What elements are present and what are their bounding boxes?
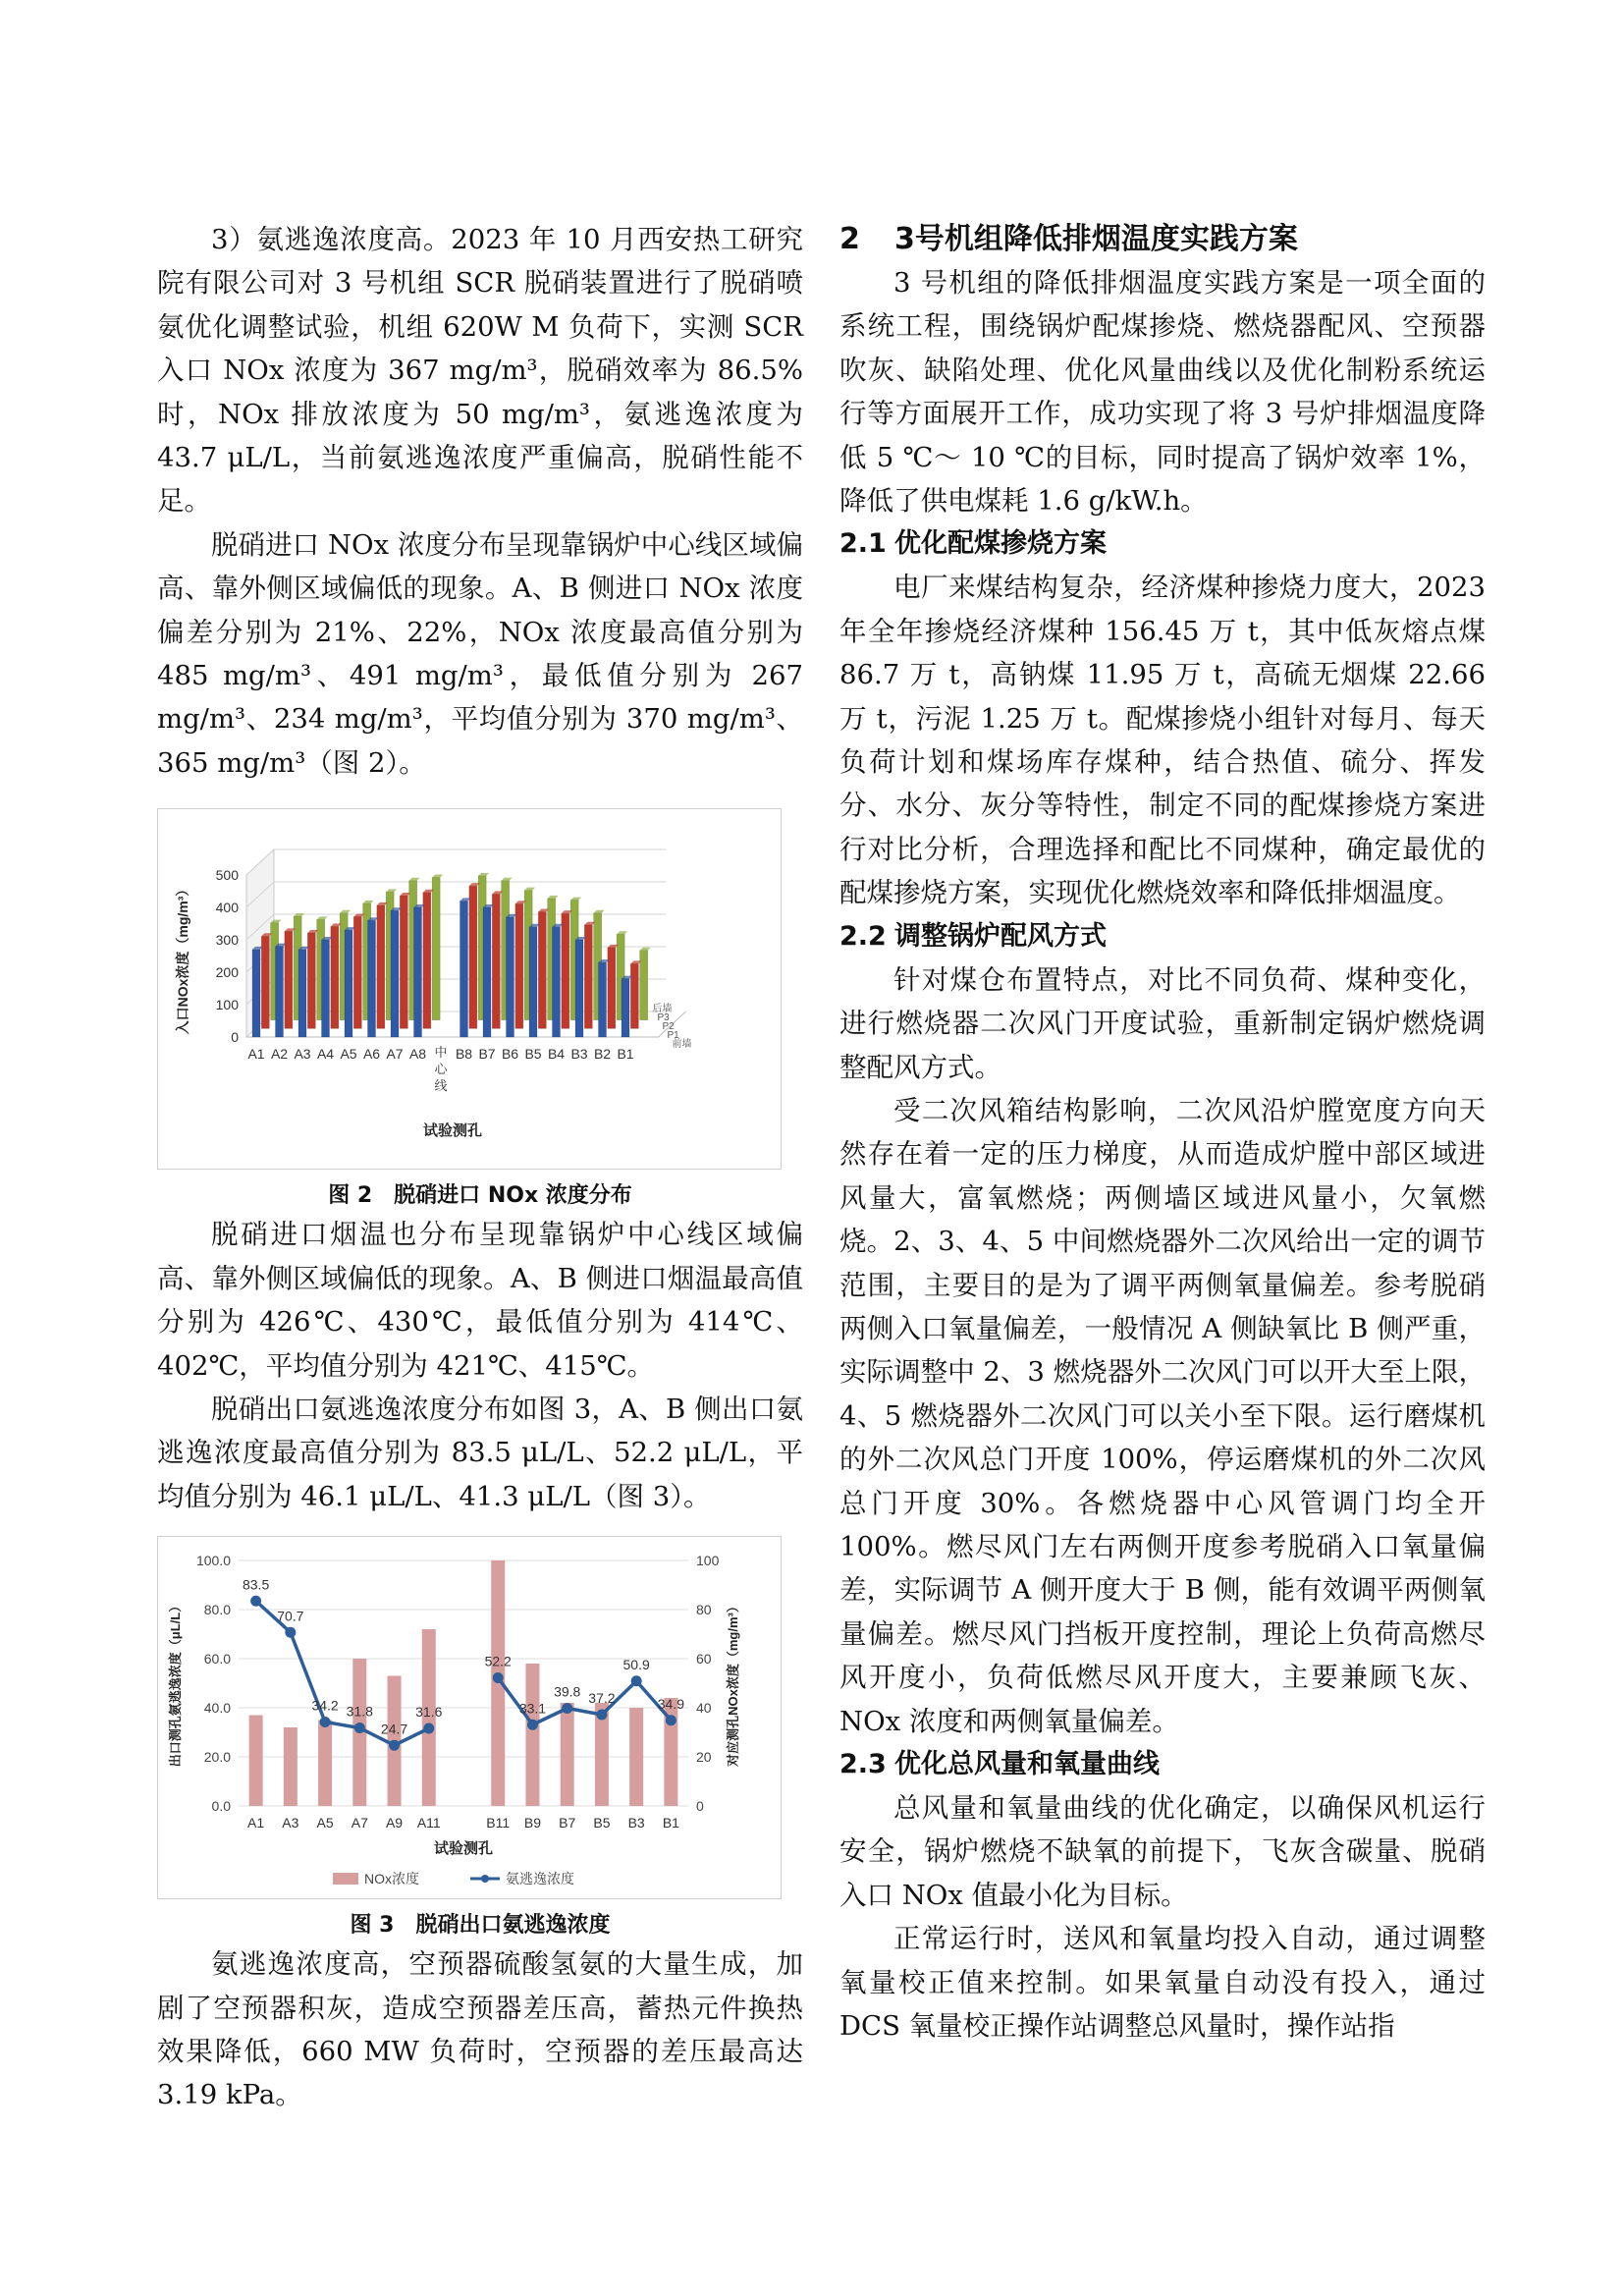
x-axis-title: 试验测孔 <box>422 1122 483 1140</box>
y-tick-label: 200 <box>215 964 239 981</box>
line-point <box>389 1740 400 1751</box>
y-tick-label-left: 60.0 <box>203 1651 231 1667</box>
x-tick-label: A8 <box>408 1046 427 1063</box>
bar <box>353 917 361 1029</box>
x-tick-label: A3 <box>294 1046 311 1063</box>
bar-top <box>617 931 627 934</box>
y-tick-label-right: 0 <box>696 1798 704 1815</box>
x-tick-label: B1 <box>617 1046 634 1063</box>
bar-top <box>340 910 351 913</box>
y-tick-label: 100 <box>215 997 239 1013</box>
line-point <box>666 1715 676 1725</box>
x-tick-label: B3 <box>627 1815 645 1831</box>
legend-swatch <box>333 1873 358 1885</box>
bar <box>492 895 500 1029</box>
data-label: 50.9 <box>622 1656 650 1672</box>
line-point <box>320 1717 331 1727</box>
bar <box>507 917 514 1037</box>
x-tick-label: A5 <box>340 1046 357 1063</box>
figure-caption: 图 2 脱硝进口 NOx 浓度分布 <box>328 1183 632 1209</box>
bar-top <box>478 873 489 876</box>
data-label: 34.9 <box>657 1695 685 1712</box>
bar <box>575 940 583 1037</box>
paragraph: 脱硝出口氨逃逸浓度分布如图 3，A、B 侧出口氨逃逸浓度最高值分别为 83.5 μL/L、52.2 μL/L，平均值分别为 46.1 μL/L、41.3 μL/L（图 3）。 <box>157 1393 803 1512</box>
line-point <box>285 1627 296 1638</box>
bar <box>249 1716 263 1807</box>
bar <box>307 933 315 1028</box>
bar-top <box>548 896 559 899</box>
x-tick-label: B4 <box>547 1046 566 1063</box>
line-point <box>493 1672 504 1683</box>
x-tick-label: B6 <box>501 1046 519 1063</box>
bar <box>368 920 376 1037</box>
x-tick-label: A1 <box>247 1815 265 1831</box>
bar <box>284 1727 298 1806</box>
bar <box>553 927 561 1037</box>
y-axis-title-left: 出口测孔氨逃逸浓度（μL/L） <box>168 1599 183 1768</box>
data-label: 37.2 <box>588 1690 616 1707</box>
bar <box>562 913 569 1028</box>
subsection-heading: 2.1 优化配煤掺烧方案 <box>839 528 1107 560</box>
bar <box>538 912 546 1029</box>
bar <box>622 979 629 1037</box>
nox-3d-bar-chart <box>158 809 781 1169</box>
bar-top <box>640 948 651 951</box>
bar <box>377 905 385 1028</box>
bar-top <box>386 890 397 893</box>
paragraph: 总风量和氧量曲线的优化确定，以确保风机运行安全，锅炉燃烧不缺氧的前提下，飞灰含碳量、脱硝入口 NOx 值最小化为目标。 <box>839 1792 1486 1911</box>
line-point <box>354 1722 365 1733</box>
y-tick-label-left: 80.0 <box>203 1602 231 1618</box>
bar <box>599 962 607 1037</box>
bar-top <box>409 878 420 881</box>
bar-top <box>432 875 443 878</box>
y-tick-label-left: 40.0 <box>203 1700 231 1717</box>
bar <box>261 937 269 1029</box>
x-tick-label: B7 <box>559 1815 576 1831</box>
x-tick-label: A6 <box>362 1046 381 1063</box>
y-tick-label-left: 0.0 <box>211 1798 231 1815</box>
gridline <box>246 882 667 907</box>
y-tick-label-left: 20.0 <box>203 1749 231 1766</box>
bar <box>469 886 477 1028</box>
x-tick-label: A11 <box>416 1815 441 1831</box>
bar <box>252 950 260 1037</box>
bar <box>318 1721 332 1807</box>
bar <box>276 947 284 1037</box>
bar <box>423 893 431 1029</box>
bar <box>322 940 330 1037</box>
x-tick-label: B11 <box>486 1815 511 1831</box>
paragraph: 针对煤仓布置特点，对比不同负荷、煤种变化，进行燃烧器二次风门开度试验，重新制定锅炉燃烧调整配风方式。 <box>839 963 1486 1083</box>
data-label: 24.7 <box>380 1721 408 1737</box>
x-tick-label: A5 <box>316 1815 334 1831</box>
y-tick-label-right: 80 <box>696 1602 712 1618</box>
bar <box>630 964 638 1029</box>
bar <box>391 911 399 1038</box>
bar <box>414 907 422 1037</box>
line-point <box>562 1703 572 1714</box>
y-tick-label-left: 100.0 <box>195 1553 231 1569</box>
bar-top <box>317 917 328 920</box>
x-tick-label: B9 <box>523 1815 542 1831</box>
y-tick-label-right: 40 <box>696 1700 712 1717</box>
line-point <box>250 1596 261 1607</box>
paragraph: 受二次风箱结构影响，二次风沿炉膛宽度方向天然存在着一定的压力梯度，从而造成炉膛中部区域进风量大，富氧燃烧；两侧墙区域进风量小，欠氧燃烧。2、3、4、5 中间燃烧器外二次风给出一定的调节范围，主要目的是为了调平两侧氧量偏差。参考脱硝两侧入口氧量偏差，一般情况 A 侧缺氧比 B 侧严重，实际调整中 2、3 燃烧器外二次风门可以开大至上限，4、5 燃烧器外二次风门可以关小至下限。运行磨煤机的外二次风总门开度 100%，停运磨煤机的外二次风总门开度 30%。各燃烧器中心风管调门均全开 100%。燃尽风门左右两侧开度参考脱硝入口氧量偏差，实际调节 A 侧开度大于 B 侧，能有效调平两侧氧量偏差。燃尽风门挡板开度控制，理论上负荷高燃尽风开度小，负荷低燃尽风开度大，主要兼顾飞灰、NOx 浓度和两侧氧量偏差。 <box>839 1094 1486 1737</box>
x-tick-label: B5 <box>593 1815 611 1831</box>
bar <box>298 950 306 1037</box>
paragraph: 3 号机组的降低排烟温度实践方案是一项全面的系统工程，围绕锅炉配煤掺烧、燃烧器配风、空预器吹灰、缺陷处理、优化风量曲线以及优化制粉系统运行等方面展开工作，成功实现了将 3 号炉排烟温度降低 5 ℃～ 10 ℃的目标，同时提高了锅炉效率 1%，降低了供电煤耗 1.6 g/kW.h。 <box>839 267 1486 518</box>
bar <box>345 930 352 1037</box>
section-heading: 2 3号机组降低排烟温度实践方案 <box>839 222 1298 256</box>
paragraph: 脱硝进口 NOx 浓度分布呈现靠锅炉中心线区域偏高、靠外侧区域偏低的现象。A、B 侧进口 NOx 浓度偏差分别为 21%、22%，NOx 浓度最高值分别为 485 mg/m³、491 mg/m³，最低值分别为 267 mg/m³、234 mg/m³，平均值分别为 370 mg/m³、365 mg/m³（图 2）。 <box>157 528 803 779</box>
line-point <box>527 1720 538 1730</box>
series-label: 前墙 <box>672 1039 692 1051</box>
x-tick-label: A2 <box>270 1046 289 1063</box>
x-tick-label: A9 <box>385 1815 404 1831</box>
bar <box>285 932 293 1029</box>
x-tick-label: B3 <box>570 1046 588 1063</box>
gridline <box>246 849 667 875</box>
data-label: 31.6 <box>415 1704 443 1721</box>
y-tick-label: 400 <box>215 900 239 916</box>
y-tick-label: 0 <box>231 1029 239 1046</box>
x-tick-label: B5 <box>524 1046 542 1063</box>
figure-3 <box>157 1536 782 1899</box>
data-label: 33.1 <box>518 1700 547 1717</box>
paragraph: 氨逃逸浓度高，空预器硫酸氢氨的大量生成，加剧了空预器积灰，造成空预器差压高，蓄热元件换热效果降低，660 MW 负荷时，空预器的差压最高达 3.19 kPa。 <box>157 1948 803 2111</box>
figure-2 <box>157 808 782 1170</box>
bar-top <box>594 910 605 913</box>
bar <box>432 878 440 1020</box>
paragraph: 3）氨逃逸浓度高。2023 年 10 月西安热工研究院有限公司对 3 号机组 SCR 脱硝装置进行了脱硝喷氨优化调整试验，机组 620W M 负荷下，实测 SCR 入口 NOx 浓度为 367 mg/m³，脱硝效率为 86.5%时，NOx 排放浓度为 50 mg/m³，氨逃逸浓度为 43.7 μL/L，当前氨逃逸浓度严重偏高，脱硝性能不足。 <box>157 224 803 518</box>
paragraph: 电厂来煤结构复杂，经济煤种掺烧力度大，2023 年全年掺烧经济煤种 156.45 万 t，其中低灰熔点煤 86.7 万 t，高钠煤 11.95 万 t，高硫无烟煤 22.66 万 t，污泥 1.25 万 t。配煤掺烧小组针对每月、每天负荷计划和煤场库存煤种，结合热值、硫分、挥发分、水分、灰分等特性，制定不同的配煤掺烧方案进行对比分析，合理选择和配比不同煤种，确定最优的配煤掺烧方案，实现优化燃烧效率和降低排烟温度。 <box>839 572 1486 909</box>
legend-label: 氨逃逸浓度 <box>506 1871 574 1887</box>
y-axis-title: 入口NOx浓度（mg/m³） <box>175 882 190 1035</box>
ammonia-slip-chart <box>158 1537 781 1898</box>
y-axis-title-right: 对应测孔NOx浓度（mg/m³） <box>726 1600 740 1767</box>
bar <box>584 925 592 1029</box>
x-tick-label: B8 <box>455 1046 473 1063</box>
series-label: P2 <box>662 1021 675 1033</box>
line-point <box>596 1710 607 1721</box>
bar <box>460 902 468 1038</box>
y-tick-label: 500 <box>215 867 239 884</box>
legend-label: NOx浓度 <box>364 1871 419 1887</box>
bar <box>331 927 339 1029</box>
paragraph: 脱硝进口烟温也分布呈现靠锅炉中心线区域偏高、靠外侧区域偏低的现象。A、B 侧进口烟温最高值分别为 426℃、430℃，最低值分别为 414℃、402℃，平均值分别为 421℃、415℃。 <box>157 1219 803 1382</box>
bar <box>629 1708 643 1806</box>
left-column <box>157 218 803 2117</box>
x-tick-label: A4 <box>316 1046 335 1063</box>
data-label: 34.2 <box>311 1697 339 1714</box>
data-label: 52.2 <box>484 1653 512 1669</box>
y-tick-label: 300 <box>215 932 239 949</box>
data-label: 70.7 <box>277 1608 304 1624</box>
y-tick-label-right: 100 <box>696 1553 720 1569</box>
data-label: 83.5 <box>242 1576 270 1593</box>
bar-top <box>363 901 374 903</box>
x-tick-label: 线 <box>434 1078 448 1094</box>
bar-top <box>570 898 581 901</box>
paragraph: 正常运行时，送风和氧量均投入自动，通过调整氧量校正值来控制。如果氧量自动没有投入，通过 DCS 氧量校正操作站调整总风量时，操作站指 <box>839 1923 1486 2043</box>
x-tick-label: A7 <box>351 1815 368 1831</box>
data-label: 31.8 <box>346 1703 373 1720</box>
line-point <box>423 1723 434 1734</box>
subsection-heading: 2.2 调整锅炉配风方式 <box>839 920 1107 952</box>
x-axis-title: 试验测孔 <box>433 1840 494 1858</box>
subsection-heading: 2.3 优化总风量和氧量曲线 <box>839 1749 1160 1779</box>
line-point <box>631 1675 642 1686</box>
bar-top <box>524 888 535 891</box>
bar <box>561 1703 574 1806</box>
series-label: 后墙 <box>652 1004 673 1015</box>
x-tick-label: B2 <box>593 1046 612 1063</box>
bar <box>483 907 491 1037</box>
x-tick-label: 心 <box>434 1062 448 1077</box>
series-label: P1 <box>667 1030 679 1042</box>
series-label: P3 <box>657 1012 670 1024</box>
legend-marker <box>481 1875 489 1883</box>
x-tick-label: B1 <box>662 1815 679 1831</box>
x-tick-label: 中 <box>434 1045 448 1061</box>
figure-caption: 图 3 脱硝出口氨逃逸浓度 <box>350 1913 611 1939</box>
y-tick-label-right: 60 <box>696 1651 712 1667</box>
bar <box>529 927 537 1037</box>
bar <box>400 896 407 1028</box>
data-label: 39.8 <box>554 1683 581 1700</box>
bar <box>515 904 523 1029</box>
bar-top <box>502 878 513 881</box>
bar <box>525 1664 539 1806</box>
x-tick-label: B7 <box>478 1046 496 1063</box>
x-tick-label: A1 <box>247 1046 265 1063</box>
x-tick-label: A3 <box>282 1815 299 1831</box>
y-tick-label-right: 20 <box>696 1749 712 1766</box>
right-column <box>839 218 1486 2048</box>
x-tick-label: A7 <box>386 1046 404 1063</box>
